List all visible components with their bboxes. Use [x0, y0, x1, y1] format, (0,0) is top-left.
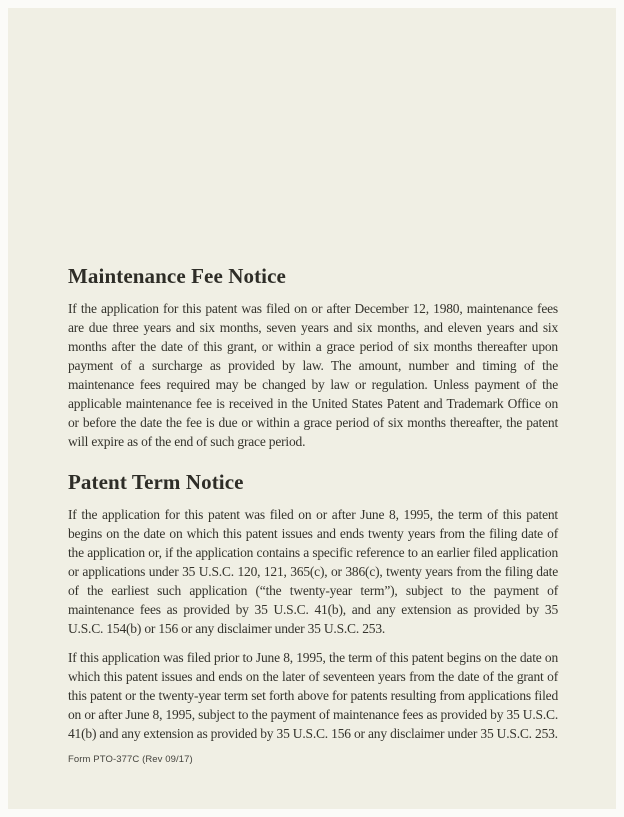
- patent-term-paragraph-2: If this application was filed prior to June 8, 1995, the term of this patent begins on the date on which this patent issues and ends on the later of seventeen years from the date of the grant of this patent or the twenty-year term set forth above for patents resulting from applications filed on or after June 8, 1995, subject to the payment of maintenance fees as provided by 35 U.S.C. 41(b) and any extension as provided by 35 U.S.C. 156 or any disclaimer under 35 U.S.C. 253.: [68, 650, 558, 742]
- maintenance-fee-notice-heading: Maintenance Fee Notice: [68, 264, 286, 288]
- maintenance-fee-paragraph: If the application for this patent was filed on or after December 12, 1980, maintenance fees are due three years and six months, seven years and six months, and eleven years and six months after the date of this grant, or within a grace period of six months thereafter upon payment of a surcharge as provided by law. The amount, number and timing of the maintenance fees required may be changed by law or regulation. Unless payment of the applicable maintenance fee is received in the United States Patent and Trademark Office on or before the date the fee is due or within a grace period of six months thereafter, the patent will expire as of the end of such grace period.: [68, 301, 558, 450]
- document-content: [68, 264, 558, 743]
- patent-term-notice-heading: Patent Term Notice: [68, 470, 244, 495]
- form-number: Form PTO-377C (Rev 09/17): [68, 754, 193, 765]
- section-patent-term-notice: [68, 470, 558, 743]
- section-maintenance-fee-notice: [68, 264, 558, 451]
- document-page: [8, 8, 616, 809]
- patent-term-paragraph-1: If the application for this patent was filed on or after June 8, 1995, the term of this patent begins on the date on which this patent issues and ends twenty years from the filing date of the application or, if the application contains a specific reference to an earlier filed application or applications under 35 U.S.C. 120, 121, 365(c), or 386(c), twenty years from the filing date of the earliest such application (“the twenty-year term”), subject to the payment of maintenance fees as provided by 35 U.S.C. 41(b), and any extension as provided by 35 U.S.C. 154(b) or 156 or any disclaimer under 35 U.S.C. 253.: [68, 507, 558, 637]
